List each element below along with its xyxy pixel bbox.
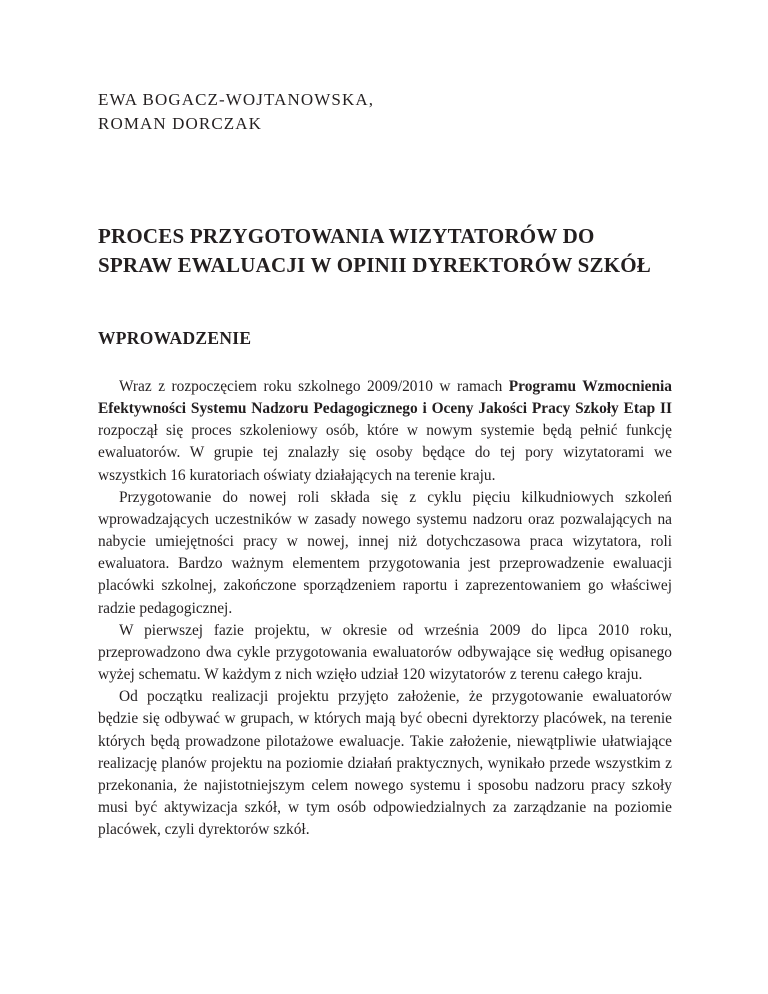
chapter-title: [98, 222, 672, 280]
paragraph-1: [98, 376, 672, 487]
author-line-2: ROMAN DORCZAK: [98, 114, 263, 133]
paragraph-1-after: rozpoczął się proces szkoleniowy osób, które w nowym systemie będą pełnić funkcję ewaluatorów. W grupie tej znalazły się osoby będące do tej pory wizytatorami we wszystkich 16 kuratoriach oświaty działających na terenie kraju.: [98, 422, 672, 484]
author-line-1: EWA BOGACZ-WOJTANOWSKA,: [98, 90, 375, 109]
title-line-1: PROCES PRZYGOTOWANIA WIZYTATORÓW DO: [98, 224, 595, 248]
paragraph-3: W pierwszej fazie projektu, w okresie od września 2009 do lipca 2010 roku, przeprowadzono dwa cykle przygotowania ewaluatorów odbywające się według opisanego wyżej schematu. W każdym z nich wzięło udział 120 wizytatorów z terenu całego kraju.: [98, 621, 672, 684]
section-heading: WPROWADZENIE: [98, 328, 252, 348]
paragraph-2: Przygotowanie do nowej roli składa się z cyklu pięciu kilkudniowych szkoleń wprowadzających uczestników w zasady nowego systemu nadzoru oraz pozwalających na nabycie umiejętności pracy w nowej, innej niż dotychczasowa praca wizytatora, roli ewaluatora. Bardzo ważnym elementem przygotowania jest przeprowadzenie ewaluacji placówki szkolnej, zakończone sporządzeniem raportu i zaprezentowaniem go właściwej radzie pedagogicznej.: [98, 488, 672, 617]
body-text: [98, 376, 672, 841]
title-line-2: SPRAW EWALUACJI W OPINII DYREKTORÓW SZKÓŁ: [98, 253, 651, 277]
authors: [98, 88, 374, 136]
paragraph-1-before: Wraz z rozpoczęciem roku szkolnego 2009/2010 w ramach: [119, 378, 509, 395]
program-name: Programu Wzmocnienia Efektywności Systemu Nadzoru Pedagogicznego i Oceny Jakości Pracy Szkoły Etap II: [98, 378, 672, 418]
paragraph-4: Od początku realizacji projektu przyjęto założenie, że przygotowanie ewaluatorów będzie się odbywać w grupach, w których mają być obecni dyrektorzy placówek, na terenie których będą prowadzone pilotażowe ewaluacje. Takie założenie, niewątpliwie ułatwiające realizację planów projektu na poziomie działań praktycznych, wynikało przede wszystkim z przekonania, że najistotniejszym celem nowego systemu i sposobu nadzoru pracy szkoły musi być aktywizacja szkół, w tym osób odpowiedzialnych za zarządzanie na poziomie placówek, czyli dyrektorów szkół.: [98, 688, 672, 839]
